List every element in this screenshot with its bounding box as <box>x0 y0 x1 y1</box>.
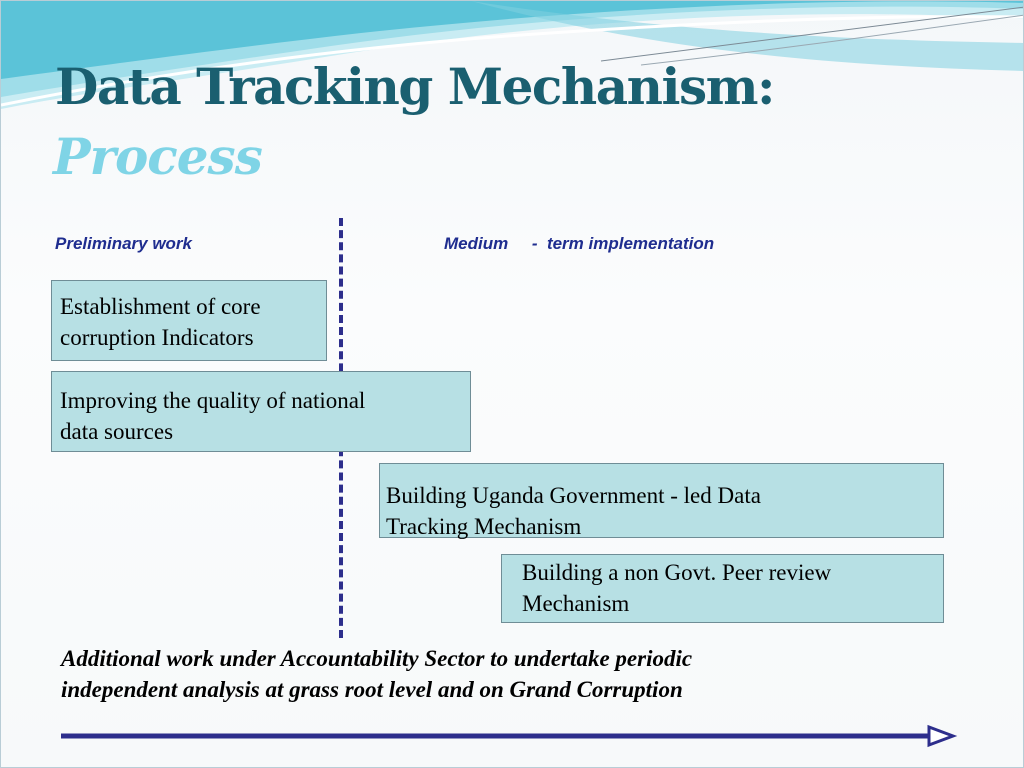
slide-subtitle: Process <box>53 127 262 186</box>
additional-work-note <box>61 643 941 705</box>
activity-text-line: data sources <box>60 419 174 444</box>
activity-text-line: Mechanism <box>522 591 630 616</box>
phase-label-medium-term: Medium - term implementation <box>444 234 715 253</box>
note-line: Additional work under Accountability Sector to undertake periodic <box>61 646 693 671</box>
activity-text-line: Building a non Govt. Peer review <box>522 560 832 585</box>
phase-label-preliminary: Preliminary work <box>55 234 193 253</box>
activity-text-line: Establishment of core <box>60 294 261 319</box>
note-line: independent analysis at grass root level and on Grand Corruption <box>61 677 683 702</box>
activity-text-line: Building Uganda Government - led Data <box>386 483 761 508</box>
activity-text-line: Tracking Mechanism <box>386 514 582 539</box>
arrow-right-icon <box>59 723 959 749</box>
activity-box-govt-tracking <box>379 463 944 538</box>
activity-box-data-sources <box>51 371 471 452</box>
activity-box-core-indicators <box>51 280 327 361</box>
activity-text-line: Improving the quality of national <box>60 388 366 413</box>
activity-box-peer-review <box>501 554 944 623</box>
slide-title: Data Tracking Mechanism: <box>55 57 774 116</box>
activity-text-line: corruption Indicators <box>60 325 254 350</box>
